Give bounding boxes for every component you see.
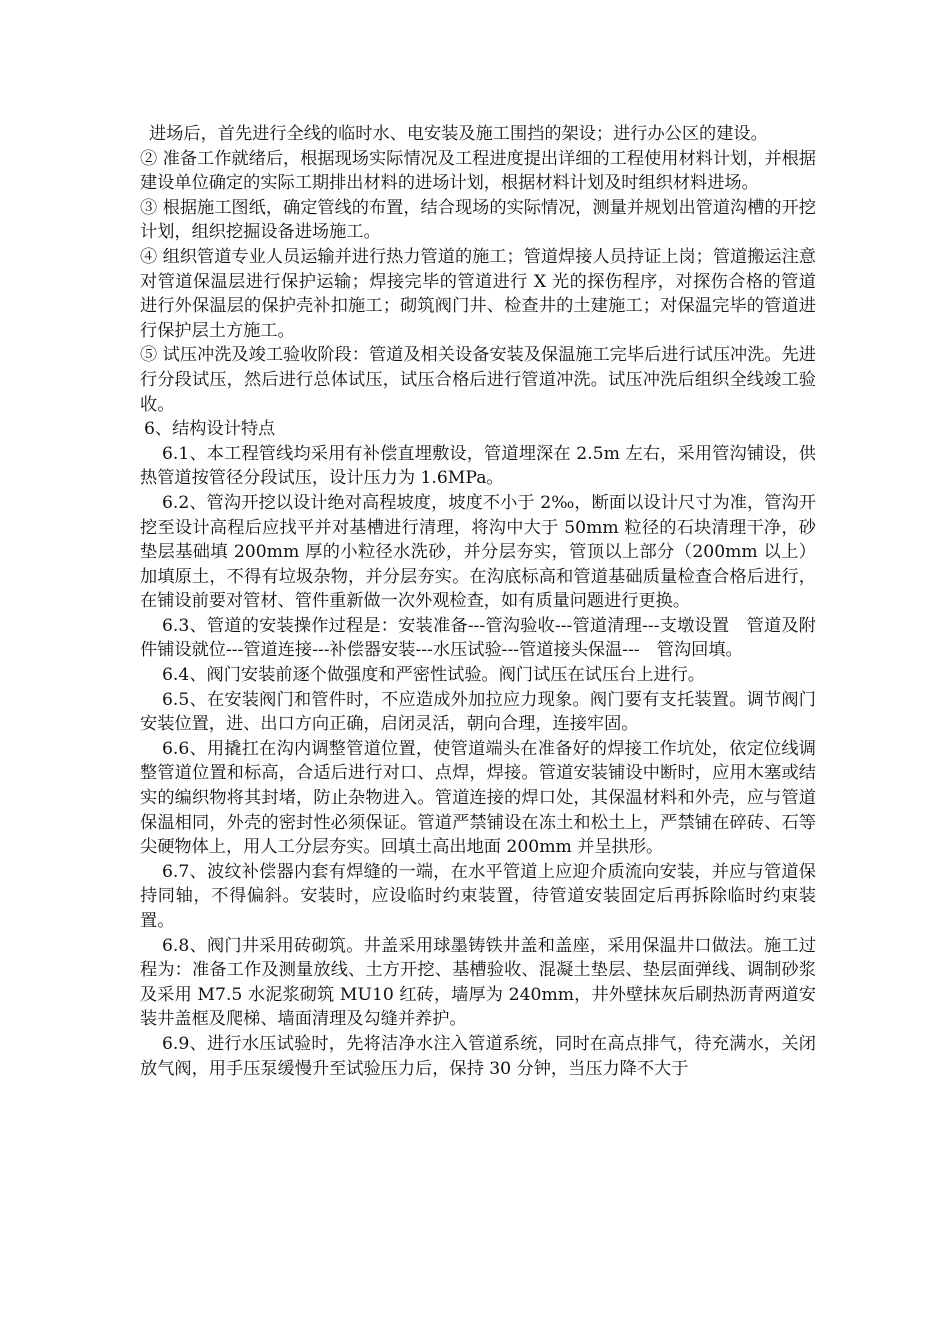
paragraph-6-4: 6.4、阀门安装前逐个做强度和严密性试验。阀门试压在试压台上进行。 bbox=[162, 665, 705, 686]
document-page bbox=[140, 122, 816, 1081]
paragraph-step-2-material-plan: ② 准备工作就绪后，根据现场实际情况及工程进度提出详细的工程使用材料计划，并根据建设单位确定的实际工期排出材料的进场计划，根据材料计划及时组织材料进场。 bbox=[140, 148, 816, 194]
paragraph-6-7: 6.7、波纹补偿器内套有焊缝的一端，在水平管道上应迎介质流向安装，并应与管道保持同轴，不得偏斜。安装时，应设临时约束装置，待管道安装固定后再拆除临时约束装置。 bbox=[140, 861, 816, 931]
section-heading-structure-design: 6、结构设计特点 bbox=[144, 419, 276, 440]
paragraph-6-1: 6.1、本工程管线均采用有补偿直埋敷设，管道埋深在 2.5m 左右，采用管沟铺设，供热管道按管径分段试压，设计压力为 1.6MPa。 bbox=[140, 443, 816, 489]
paragraph-6-3: 6.3、管道的安装操作过程是：安装准备---管沟验收---管道清理---支墩设置 管道及附件铺设就位---管道连接---补偿器安装---水压试验---管道接头保温--- 管沟回填。 bbox=[140, 615, 816, 661]
paragraph-step-3-trench-plan: ③ 根据施工图纸，确定管线的布置，结合现场的实际情况，测量并规划出管道沟槽的开挖计划，组织挖掘设备进场施工。 bbox=[140, 197, 816, 243]
paragraph-site-entry: 进场后，首先进行全线的临时水、电安装及施工围挡的架设；进行办公区的建设。 bbox=[149, 124, 768, 144]
paragraph-6-2: 6.2、管沟开挖以设计绝对高程坡度，坡度不小于 2‰，断面以设计尺寸为准，管沟开挖至设计高程后应找平并对基槽进行清理，将沟中大于 50mm 粒径的石块清理干净，砂垫层基础填 200mm 厚的小粒径水洗砂，并分层夯实，管顶以上部分（200mm 以上）加填原土，不得有垃圾杂物，并分层夯实。在沟底标高和管道基础质量检查合格后进行，在铺设前要对管材、管件重新做一次外观检查，如有质量问题进行更换。 bbox=[140, 492, 816, 612]
paragraph-step-4-pipe-construction: ④ 组织管道专业人员运输并进行热力管道的施工；管道焊接人员持证上岗；管道搬运注意对管道保温层进行保护运输；焊接完毕的管道进行 X 光的探伤程序，对探伤合格的管道进行外保温层的保护壳补扣施工；砌筑阀门井、检查井的土建施工；对保温完毕的管道进行保护层土方施工。 bbox=[140, 246, 816, 341]
paragraph-6-5: 6.5、在安装阀门和管件时，不应造成外加拉应力现象。阀门要有支托装置。调节阀门安装位置，进、出口方向正确，启闭灵活，朝向合理，连接牢固。 bbox=[140, 689, 816, 735]
paragraph-step-5-pressure-test: ⑤ 试压冲洗及竣工验收阶段：管道及相关设备安装及保温施工完毕后进行试压冲洗。先进行分段试压，然后进行总体试压，试压合格后进行管道冲洗。试压冲洗后组织全线竣工验收。 bbox=[140, 345, 816, 415]
paragraph-6-8: 6.8、阀门井采用砖砌筑。井盖采用球墨铸铁井盖和盖座，采用保温井口做法。施工过程为：准备工作及测量放线、土方开挖、基槽验收、混凝土垫层、垫层面弹线、调制砂浆及采用 M7.5 水泥浆砌筑 MU10 红砖，墙厚为 240mm，井外壁抹灰后刷热沥青两道安装井盖框及爬梯、墙面清理及勾缝并养护。 bbox=[140, 935, 816, 1030]
paragraph-6-9: 6.9、进行水压试验时，先将洁净水注入管道系统，同时在高点排气，待充满水，关闭放气阀，用手压泵缓慢升至试验压力后，保持 30 分钟，当压力降不大于 bbox=[140, 1033, 816, 1079]
paragraph-6-6: 6.6、用撬扛在沟内调整管道位置，使管道端头在准备好的焊接工作坑处，依定位线调整管道位置和标高，合适后进行对口、点焊，焊接。管道安装铺设中断时，应用木塞或结实的编织物将其封堵，防止杂物进入。管道连接的焊口处，其保温材料和外壳，应与管道保温相同，外壳的密封性必须保证。管道严禁铺设在冻土和松土上，严禁铺在碎砖、石等尖硬物体上，用人工分层夯实。回填土高出地面 200mm 并呈拱形。 bbox=[140, 738, 816, 858]
